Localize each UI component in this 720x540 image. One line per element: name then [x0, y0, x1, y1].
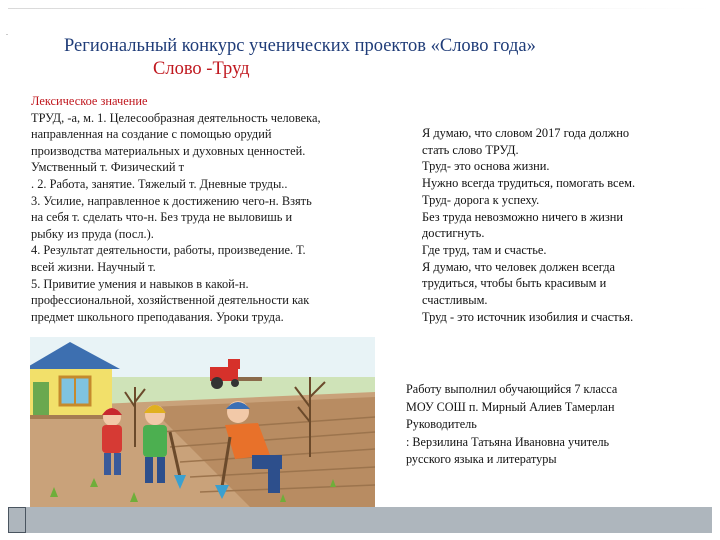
definition-block	[31, 93, 373, 325]
credits-line: Работу выполнил обучающийся 7 класса	[406, 382, 618, 396]
page-title: Региональный конкурс ученических проектов «Слово года»	[64, 36, 536, 56]
definition-line: 4. Результат деятельности, работы, произведение. Т.	[31, 243, 306, 258]
credits-line: Руководитель	[406, 417, 477, 431]
definition-line: ТРУД, -а, м. 1. Целесообразная деятельность человека,	[31, 110, 321, 125]
footer-frame-mark	[8, 507, 26, 533]
definition-line: . 2. Работа, занятие. Тяжелый т. Дневные труды..	[31, 176, 288, 191]
opinion-line: Нужно всегда трудиться, помогать всем.	[422, 176, 636, 191]
opinion-block	[422, 125, 692, 325]
footer-bar	[8, 507, 712, 533]
opinion-line: Без труда невозможно ничего в жизни	[422, 209, 624, 224]
opinion-line: Где труд, там и счастье.	[422, 242, 547, 257]
credits-block	[406, 381, 666, 469]
opinion-line: счастливым.	[422, 293, 488, 308]
opinion-line: Труд - это источник изобилия и счастья.	[422, 309, 634, 324]
opinion-line: Труд- дорога к успеху.	[422, 192, 540, 207]
definition-line: предмет школьного преподавания. Уроки труда.	[31, 309, 284, 324]
definition-line: всей жизни. Научный т.	[31, 259, 156, 274]
credits-line: : Верзилина Татьяна Ивановна учитель	[406, 434, 610, 449]
credits-line: русского языка и литературы	[406, 452, 557, 466]
definition-line: рыбку из пруда (посл.).	[31, 226, 154, 241]
definition-line: на себя т. сделать что-н. Без труда не выловишь и	[31, 210, 293, 225]
opinion-line: Труд- это основа жизни.	[422, 159, 550, 174]
opinion-line: Я думаю, что человек должен всегда	[422, 259, 616, 274]
definition-line: 5. Привитие умения и навыков в какой-н.	[31, 276, 249, 291]
opinion-line: Я думаю, что словом 2017 года должно	[422, 126, 630, 140]
definition-line: направленная на создание с помощью орудий	[31, 127, 272, 142]
opinion-line: стать слово ТРУД.	[422, 142, 519, 157]
definition-heading: Лексическое значение	[31, 94, 148, 108]
opinion-line: достигнуть.	[422, 226, 485, 241]
definition-line: производства материальных и духовных ценностей.	[31, 143, 306, 158]
definition-line: Умственный т. Физический т	[31, 160, 184, 175]
definition-line: 3. Усилие, направленное к достижению чего-н. Взять	[31, 193, 312, 208]
decorative-dot: .	[6, 28, 8, 37]
top-divider	[8, 8, 712, 9]
gardening-family-illustration	[30, 337, 375, 507]
credits-line: МОУ СОШ п. Мирный Алиев Тамерлан	[406, 399, 615, 414]
page-subtitle: Слово -Труд	[153, 59, 250, 79]
opinion-line: трудиться, чтобы быть красивым и	[422, 276, 607, 291]
definition-line: профессиональной, хозяйственной деятельности как	[31, 293, 310, 308]
